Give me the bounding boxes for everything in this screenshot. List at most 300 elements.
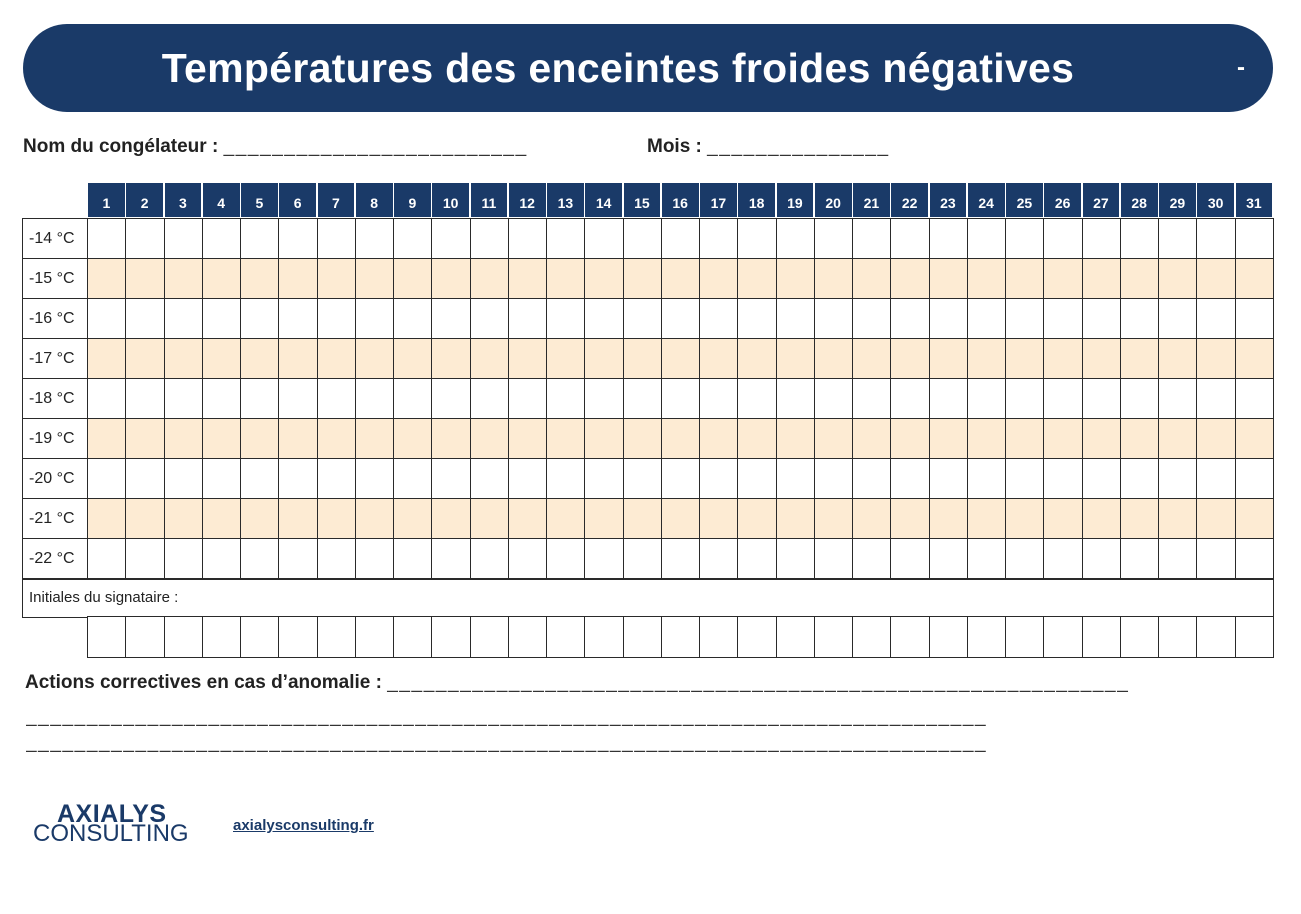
freezer-name-field[interactable] xyxy=(23,136,528,158)
temperature-cell[interactable] xyxy=(776,458,816,500)
temperature-cell[interactable] xyxy=(125,298,165,340)
temperature-cell[interactable] xyxy=(87,418,127,460)
temperature-cell[interactable] xyxy=(1005,218,1045,260)
temperature-cell[interactable] xyxy=(278,538,318,580)
temperature-cell[interactable] xyxy=(852,418,892,460)
signature-cell[interactable] xyxy=(1082,616,1122,658)
temperature-cell[interactable] xyxy=(393,538,433,580)
temperature-cell[interactable] xyxy=(623,418,663,460)
temperature-cell[interactable] xyxy=(317,298,357,340)
temperature-cell[interactable] xyxy=(967,338,1007,380)
temperature-cell[interactable] xyxy=(1120,458,1160,500)
temperature-cell[interactable] xyxy=(202,218,242,260)
temperature-cell[interactable] xyxy=(431,218,471,260)
signature-cell[interactable] xyxy=(546,616,586,658)
temperature-cell[interactable] xyxy=(431,258,471,300)
temperature-cell[interactable] xyxy=(470,338,510,380)
signature-cell[interactable] xyxy=(470,616,510,658)
temperature-cell[interactable] xyxy=(393,498,433,540)
temperature-cell[interactable] xyxy=(317,338,357,380)
temperature-cell[interactable] xyxy=(661,298,701,340)
temperature-cell[interactable] xyxy=(393,418,433,460)
signature-cell[interactable] xyxy=(1005,616,1045,658)
temperature-cell[interactable] xyxy=(584,378,624,420)
temperature-cell[interactable] xyxy=(393,218,433,260)
temperature-cell[interactable] xyxy=(929,538,969,580)
temperature-cell[interactable] xyxy=(1120,338,1160,380)
temperature-cell[interactable] xyxy=(317,498,357,540)
temperature-cell[interactable] xyxy=(317,218,357,260)
temperature-cell[interactable] xyxy=(929,218,969,260)
temperature-cell[interactable] xyxy=(1082,378,1122,420)
temperature-cell[interactable] xyxy=(1043,418,1083,460)
temperature-cell[interactable] xyxy=(967,218,1007,260)
temperature-cell[interactable] xyxy=(661,258,701,300)
temperature-cell[interactable] xyxy=(1082,498,1122,540)
temperature-cell[interactable] xyxy=(508,418,548,460)
temperature-cell[interactable] xyxy=(546,338,586,380)
temperature-cell[interactable] xyxy=(431,338,471,380)
temperature-cell[interactable] xyxy=(1120,298,1160,340)
signature-cell[interactable] xyxy=(1043,616,1083,658)
temperature-cell[interactable] xyxy=(240,418,280,460)
temperature-cell[interactable] xyxy=(470,258,510,300)
temperature-cell[interactable] xyxy=(355,458,395,500)
temperature-cell[interactable] xyxy=(317,378,357,420)
signature-cell[interactable] xyxy=(623,616,663,658)
temperature-cell[interactable] xyxy=(814,298,854,340)
temperature-cell[interactable] xyxy=(508,338,548,380)
temperature-cell[interactable] xyxy=(508,378,548,420)
temperature-cell[interactable] xyxy=(699,458,739,500)
temperature-cell[interactable] xyxy=(164,498,204,540)
temperature-cell[interactable] xyxy=(240,218,280,260)
temperature-cell[interactable] xyxy=(623,258,663,300)
temperature-cell[interactable] xyxy=(737,378,777,420)
temperature-cell[interactable] xyxy=(164,418,204,460)
temperature-cell[interactable] xyxy=(278,498,318,540)
temperature-cell[interactable] xyxy=(661,378,701,420)
temperature-cell[interactable] xyxy=(125,258,165,300)
temperature-cell[interactable] xyxy=(355,418,395,460)
temperature-cell[interactable] xyxy=(1158,498,1198,540)
temperature-cell[interactable] xyxy=(164,218,204,260)
temperature-cell[interactable] xyxy=(852,258,892,300)
temperature-cell[interactable] xyxy=(1005,458,1045,500)
temperature-cell[interactable] xyxy=(1158,298,1198,340)
temperature-cell[interactable] xyxy=(776,418,816,460)
temperature-cell[interactable] xyxy=(431,378,471,420)
temperature-cell[interactable] xyxy=(814,538,854,580)
temperature-cell[interactable] xyxy=(584,218,624,260)
temperature-cell[interactable] xyxy=(776,498,816,540)
temperature-cell[interactable] xyxy=(164,538,204,580)
temperature-cell[interactable] xyxy=(393,378,433,420)
temperature-cell[interactable] xyxy=(776,538,816,580)
temperature-cell[interactable] xyxy=(1158,418,1198,460)
temperature-cell[interactable] xyxy=(1120,218,1160,260)
signature-cell[interactable] xyxy=(508,616,548,658)
temperature-cell[interactable] xyxy=(1196,218,1236,260)
temperature-cell[interactable] xyxy=(164,458,204,500)
temperature-cell[interactable] xyxy=(890,538,930,580)
temperature-cell[interactable] xyxy=(1196,298,1236,340)
signature-cell[interactable] xyxy=(278,616,318,658)
temperature-cell[interactable] xyxy=(87,298,127,340)
temperature-cell[interactable] xyxy=(355,498,395,540)
temperature-cell[interactable] xyxy=(1120,498,1160,540)
temperature-cell[interactable] xyxy=(776,298,816,340)
temperature-cell[interactable] xyxy=(1158,378,1198,420)
temperature-cell[interactable] xyxy=(776,218,816,260)
temperature-cell[interactable] xyxy=(125,538,165,580)
temperature-cell[interactable] xyxy=(470,218,510,260)
signature-cell[interactable] xyxy=(1158,616,1198,658)
temperature-cell[interactable] xyxy=(1043,218,1083,260)
temperature-cell[interactable] xyxy=(508,538,548,580)
temperature-cell[interactable] xyxy=(508,298,548,340)
temperature-cell[interactable] xyxy=(852,298,892,340)
temperature-cell[interactable] xyxy=(1158,538,1198,580)
temperature-cell[interactable] xyxy=(431,418,471,460)
signature-cell[interactable] xyxy=(737,616,777,658)
temperature-cell[interactable] xyxy=(623,338,663,380)
temperature-cell[interactable] xyxy=(1082,338,1122,380)
temperature-cell[interactable] xyxy=(470,378,510,420)
temperature-cell[interactable] xyxy=(202,298,242,340)
temperature-cell[interactable] xyxy=(929,378,969,420)
temperature-cell[interactable] xyxy=(125,338,165,380)
temperature-cell[interactable] xyxy=(584,458,624,500)
temperature-cell[interactable] xyxy=(1158,258,1198,300)
temperature-cell[interactable] xyxy=(1043,538,1083,580)
temperature-cell[interactable] xyxy=(546,258,586,300)
signature-cell[interactable] xyxy=(125,616,165,658)
temperature-cell[interactable] xyxy=(584,298,624,340)
temperature-cell[interactable] xyxy=(125,458,165,500)
temperature-cell[interactable] xyxy=(1043,258,1083,300)
freezer-name-line[interactable]: _________________________ xyxy=(223,136,528,157)
month-line[interactable]: _______________ xyxy=(707,136,890,157)
temperature-cell[interactable] xyxy=(737,338,777,380)
temperature-cell[interactable] xyxy=(929,458,969,500)
temperature-cell[interactable] xyxy=(776,338,816,380)
temperature-cell[interactable] xyxy=(852,218,892,260)
temperature-cell[interactable] xyxy=(278,378,318,420)
temperature-cell[interactable] xyxy=(202,498,242,540)
temperature-cell[interactable] xyxy=(546,418,586,460)
temperature-cell[interactable] xyxy=(890,378,930,420)
signature-cell[interactable] xyxy=(355,616,395,658)
temperature-cell[interactable] xyxy=(584,258,624,300)
signature-cell[interactable] xyxy=(393,616,433,658)
temperature-cell[interactable] xyxy=(546,458,586,500)
temperature-cell[interactable] xyxy=(890,338,930,380)
temperature-cell[interactable] xyxy=(470,458,510,500)
temperature-cell[interactable] xyxy=(967,298,1007,340)
temperature-cell[interactable] xyxy=(623,498,663,540)
signature-cell[interactable] xyxy=(967,616,1007,658)
temperature-cell[interactable] xyxy=(1235,498,1275,540)
temperature-cell[interactable] xyxy=(623,218,663,260)
temperature-cell[interactable] xyxy=(890,258,930,300)
temperature-cell[interactable] xyxy=(1235,538,1275,580)
signature-cell[interactable] xyxy=(929,616,969,658)
temperature-cell[interactable] xyxy=(355,338,395,380)
temperature-cell[interactable] xyxy=(1005,338,1045,380)
temperature-cell[interactable] xyxy=(584,418,624,460)
corrective-actions-line-3[interactable]: _______________________________________________________________________________ xyxy=(26,732,988,753)
temperature-cell[interactable] xyxy=(240,538,280,580)
temperature-cell[interactable] xyxy=(470,298,510,340)
temperature-cell[interactable] xyxy=(546,538,586,580)
signature-cell[interactable] xyxy=(240,616,280,658)
temperature-cell[interactable] xyxy=(470,538,510,580)
temperature-cell[interactable] xyxy=(87,378,127,420)
signature-cell[interactable] xyxy=(317,616,357,658)
temperature-cell[interactable] xyxy=(1235,218,1275,260)
temperature-cell[interactable] xyxy=(1196,498,1236,540)
temperature-cell[interactable] xyxy=(890,498,930,540)
temperature-cell[interactable] xyxy=(814,338,854,380)
temperature-cell[interactable] xyxy=(623,378,663,420)
temperature-cell[interactable] xyxy=(125,378,165,420)
temperature-cell[interactable] xyxy=(890,218,930,260)
temperature-cell[interactable] xyxy=(240,498,280,540)
temperature-cell[interactable] xyxy=(1235,258,1275,300)
signature-cell[interactable] xyxy=(661,616,701,658)
signature-cell[interactable] xyxy=(852,616,892,658)
temperature-cell[interactable] xyxy=(1235,418,1275,460)
temperature-cell[interactable] xyxy=(814,218,854,260)
temperature-cell[interactable] xyxy=(1120,538,1160,580)
temperature-cell[interactable] xyxy=(967,258,1007,300)
temperature-cell[interactable] xyxy=(661,218,701,260)
temperature-cell[interactable] xyxy=(1005,538,1045,580)
temperature-cell[interactable] xyxy=(546,218,586,260)
temperature-cell[interactable] xyxy=(87,218,127,260)
temperature-cell[interactable] xyxy=(929,338,969,380)
temperature-cell[interactable] xyxy=(661,338,701,380)
temperature-cell[interactable] xyxy=(1235,298,1275,340)
temperature-cell[interactable] xyxy=(546,298,586,340)
temperature-cell[interactable] xyxy=(737,498,777,540)
website-link[interactable]: axialysconsulting.fr xyxy=(233,817,374,834)
temperature-cell[interactable] xyxy=(1158,338,1198,380)
temperature-cell[interactable] xyxy=(852,458,892,500)
temperature-cell[interactable] xyxy=(1158,218,1198,260)
temperature-cell[interactable] xyxy=(278,458,318,500)
temperature-cell[interactable] xyxy=(508,458,548,500)
corrective-actions[interactable] xyxy=(25,672,1301,694)
temperature-cell[interactable] xyxy=(661,418,701,460)
temperature-cell[interactable] xyxy=(240,258,280,300)
temperature-cell[interactable] xyxy=(623,458,663,500)
temperature-cell[interactable] xyxy=(1043,458,1083,500)
temperature-cell[interactable] xyxy=(814,458,854,500)
temperature-cell[interactable] xyxy=(164,338,204,380)
temperature-cell[interactable] xyxy=(164,378,204,420)
temperature-cell[interactable] xyxy=(699,538,739,580)
corrective-actions-line-1[interactable]: _____________________________________________________________ xyxy=(387,672,1130,693)
temperature-cell[interactable] xyxy=(890,418,930,460)
temperature-cell[interactable] xyxy=(852,378,892,420)
temperature-cell[interactable] xyxy=(240,378,280,420)
temperature-cell[interactable] xyxy=(699,258,739,300)
signature-cell[interactable] xyxy=(164,616,204,658)
temperature-cell[interactable] xyxy=(1043,338,1083,380)
temperature-cell[interactable] xyxy=(737,418,777,460)
temperature-cell[interactable] xyxy=(776,258,816,300)
temperature-cell[interactable] xyxy=(661,538,701,580)
temperature-cell[interactable] xyxy=(852,538,892,580)
temperature-cell[interactable] xyxy=(1082,538,1122,580)
temperature-cell[interactable] xyxy=(1196,258,1236,300)
temperature-cell[interactable] xyxy=(814,418,854,460)
temperature-cell[interactable] xyxy=(1196,538,1236,580)
temperature-cell[interactable] xyxy=(546,378,586,420)
signature-cell[interactable] xyxy=(1196,616,1236,658)
temperature-cell[interactable] xyxy=(776,378,816,420)
temperature-cell[interactable] xyxy=(929,498,969,540)
temperature-cell[interactable] xyxy=(1120,258,1160,300)
temperature-cell[interactable] xyxy=(623,538,663,580)
temperature-cell[interactable] xyxy=(278,298,318,340)
temperature-cell[interactable] xyxy=(699,298,739,340)
temperature-cell[interactable] xyxy=(87,258,127,300)
temperature-cell[interactable] xyxy=(737,458,777,500)
temperature-cell[interactable] xyxy=(890,298,930,340)
temperature-cell[interactable] xyxy=(852,338,892,380)
temperature-cell[interactable] xyxy=(1196,458,1236,500)
temperature-cell[interactable] xyxy=(278,218,318,260)
temperature-cell[interactable] xyxy=(967,538,1007,580)
temperature-cell[interactable] xyxy=(1235,458,1275,500)
temperature-cell[interactable] xyxy=(202,538,242,580)
temperature-cell[interactable] xyxy=(1196,378,1236,420)
temperature-cell[interactable] xyxy=(661,498,701,540)
temperature-cell[interactable] xyxy=(431,538,471,580)
temperature-cell[interactable] xyxy=(1235,338,1275,380)
temperature-cell[interactable] xyxy=(125,418,165,460)
month-field[interactable] xyxy=(647,136,890,158)
temperature-cell[interactable] xyxy=(355,218,395,260)
temperature-cell[interactable] xyxy=(967,418,1007,460)
corrective-actions-line-2[interactable]: _______________________________________________________________________________ xyxy=(26,706,988,727)
temperature-cell[interactable] xyxy=(393,338,433,380)
temperature-cell[interactable] xyxy=(699,378,739,420)
temperature-cell[interactable] xyxy=(393,258,433,300)
temperature-cell[interactable] xyxy=(967,458,1007,500)
temperature-cell[interactable] xyxy=(584,338,624,380)
temperature-cell[interactable] xyxy=(1196,418,1236,460)
temperature-cell[interactable] xyxy=(1082,258,1122,300)
temperature-cell[interactable] xyxy=(699,498,739,540)
temperature-cell[interactable] xyxy=(890,458,930,500)
temperature-cell[interactable] xyxy=(737,298,777,340)
temperature-cell[interactable] xyxy=(814,258,854,300)
temperature-cell[interactable] xyxy=(278,418,318,460)
temperature-cell[interactable] xyxy=(240,298,280,340)
temperature-cell[interactable] xyxy=(661,458,701,500)
temperature-cell[interactable] xyxy=(1005,378,1045,420)
signature-cell[interactable] xyxy=(699,616,739,658)
temperature-cell[interactable] xyxy=(125,218,165,260)
temperature-cell[interactable] xyxy=(240,338,280,380)
temperature-cell[interactable] xyxy=(737,218,777,260)
signature-cell[interactable] xyxy=(1120,616,1160,658)
temperature-cell[interactable] xyxy=(240,458,280,500)
temperature-cell[interactable] xyxy=(929,298,969,340)
temperature-cell[interactable] xyxy=(317,418,357,460)
temperature-cell[interactable] xyxy=(1005,298,1045,340)
temperature-cell[interactable] xyxy=(1082,458,1122,500)
temperature-cell[interactable] xyxy=(508,498,548,540)
temperature-cell[interactable] xyxy=(852,498,892,540)
temperature-cell[interactable] xyxy=(1043,378,1083,420)
temperature-cell[interactable] xyxy=(164,258,204,300)
temperature-cell[interactable] xyxy=(699,338,739,380)
signature-cell[interactable] xyxy=(1235,616,1275,658)
temperature-cell[interactable] xyxy=(1158,458,1198,500)
temperature-cell[interactable] xyxy=(1082,298,1122,340)
temperature-cell[interactable] xyxy=(1005,498,1045,540)
temperature-cell[interactable] xyxy=(202,258,242,300)
signature-cell[interactable] xyxy=(584,616,624,658)
temperature-cell[interactable] xyxy=(355,298,395,340)
temperature-cell[interactable] xyxy=(431,298,471,340)
temperature-cell[interactable] xyxy=(967,378,1007,420)
temperature-cell[interactable] xyxy=(508,258,548,300)
temperature-cell[interactable] xyxy=(355,258,395,300)
temperature-cell[interactable] xyxy=(584,498,624,540)
temperature-cell[interactable] xyxy=(1082,418,1122,460)
temperature-cell[interactable] xyxy=(814,378,854,420)
temperature-cell[interactable] xyxy=(1235,378,1275,420)
temperature-cell[interactable] xyxy=(470,418,510,460)
temperature-cell[interactable] xyxy=(699,218,739,260)
temperature-cell[interactable] xyxy=(317,258,357,300)
temperature-cell[interactable] xyxy=(431,498,471,540)
signature-cell[interactable] xyxy=(431,616,471,658)
signature-cell[interactable] xyxy=(776,616,816,658)
temperature-cell[interactable] xyxy=(202,418,242,460)
temperature-cell[interactable] xyxy=(278,338,318,380)
temperature-cell[interactable] xyxy=(355,378,395,420)
signature-cell[interactable] xyxy=(814,616,854,658)
temperature-cell[interactable] xyxy=(584,538,624,580)
temperature-cell[interactable] xyxy=(699,418,739,460)
temperature-cell[interactable] xyxy=(929,258,969,300)
temperature-cell[interactable] xyxy=(470,498,510,540)
temperature-cell[interactable] xyxy=(125,498,165,540)
signature-cell[interactable] xyxy=(890,616,930,658)
temperature-cell[interactable] xyxy=(87,338,127,380)
temperature-cell[interactable] xyxy=(737,538,777,580)
temperature-cell[interactable] xyxy=(393,458,433,500)
signature-cell[interactable] xyxy=(87,616,127,658)
temperature-cell[interactable] xyxy=(623,298,663,340)
temperature-cell[interactable] xyxy=(202,338,242,380)
temperature-cell[interactable] xyxy=(355,538,395,580)
temperature-cell[interactable] xyxy=(1082,218,1122,260)
temperature-cell[interactable] xyxy=(87,538,127,580)
temperature-cell[interactable] xyxy=(929,418,969,460)
temperature-cell[interactable] xyxy=(1043,298,1083,340)
temperature-cell[interactable] xyxy=(737,258,777,300)
temperature-cell[interactable] xyxy=(317,538,357,580)
temperature-cell[interactable] xyxy=(431,458,471,500)
